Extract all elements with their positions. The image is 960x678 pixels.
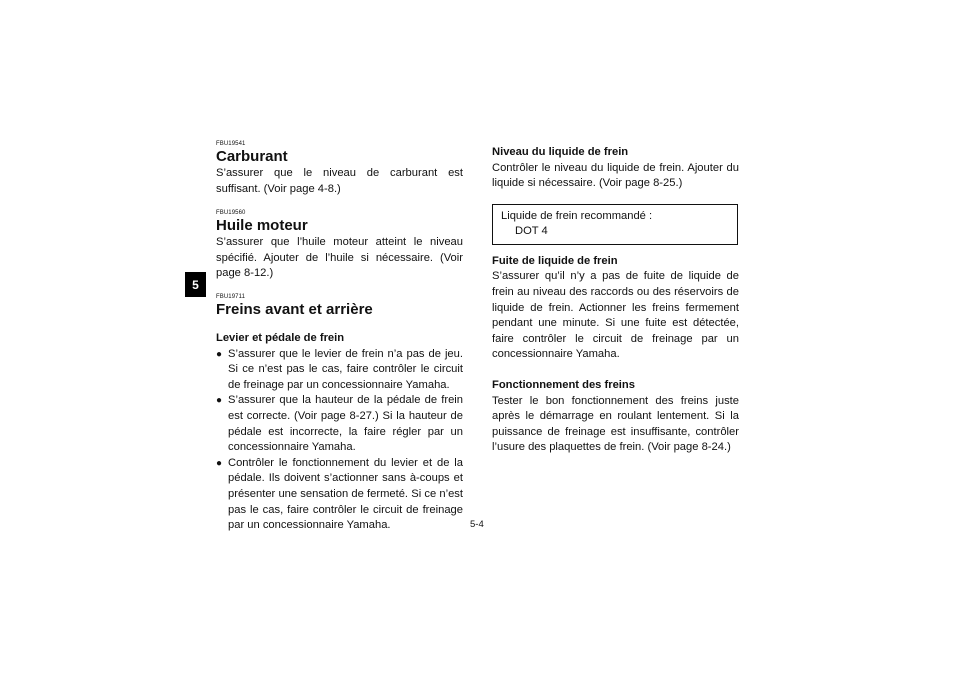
list-item-text: S’assurer que le levier de frein n’a pas de jeu. Si ce n’est pas le cas, faire contrôler le circuit de freinage par un concessionnaire Yamaha. [228, 347, 463, 391]
list-item [216, 393, 463, 455]
list-item [216, 347, 463, 394]
subsection-title-levier: Levier et pédale de frein [216, 331, 345, 344]
subsection-title-fuite: Fuite de liquide de frein [492, 254, 618, 267]
bullet-icon: ● [216, 457, 223, 469]
section-code: FBU19711 [216, 293, 246, 300]
spec-label: Liquide de frein recommandé : [501, 209, 653, 222]
section-text-huile: S’assurer que l’huile moteur atteint le niveau spécifié. Ajouter de l’huile si nécessaire. (Voir page 8-12.) [216, 236, 463, 280]
spec-value: DOT 4 [515, 224, 548, 237]
spec-box [492, 204, 738, 245]
bullet-icon: ● [216, 348, 223, 360]
subsection-title-fonctionnement: Fonctionnement des freins [492, 378, 635, 391]
subsection-text-niveau: Contrôler le niveau du liquide de frein. Ajouter du liquide si nécessaire. (Voir page 8-25.) [492, 161, 739, 190]
section-text-carburant: S’assurer que le niveau de carburant est suffisant. (Voir page 4-8.) [216, 167, 463, 195]
subsection-title-niveau: Niveau du liquide de frein [492, 146, 629, 158]
subsection-text-fuite: S’assurer qu’il n’y a pas de fuite de liquide de frein au niveau des raccords ou des réservoirs de liquide de frein. Actionner les freins fermement pendant une minute. Si une fuite est détectée, faire contrôler le circuit de freinage par un concessionnaire Yamaha. [492, 270, 739, 361]
chapter-tab: 5 [185, 272, 206, 297]
bullet-icon: ● [216, 395, 223, 407]
list-item [216, 456, 463, 534]
left-column [216, 0, 463, 534]
subsection-text-fonctionnement: Tester le bon fonctionnement des freins juste après le démarrage en roulant lentement. Si la puissance de freinage est insuffisante, contrôler l’usure des plaquettes de frein. (Voir page 8-24.) [492, 394, 739, 454]
section-code: FBU19541 [216, 141, 246, 147]
right-column [492, 0, 739, 456]
section-title-huile: Huile moteur [216, 217, 308, 235]
list-item-text: Contrôler le fonctionnement du levier et de la pédale. Ils doivent s’actionner sans à-coups et présenter une sensation de fermeté. Si ce n’est pas le cas, faire contrôler le circuit de freinage par un concessionnaire Yamaha. [228, 456, 463, 532]
section-title-freins: Freins avant et arrière [216, 300, 373, 318]
section-title-carburant: Carburant [216, 148, 288, 165]
list-item-text: S’assurer que la hauteur de la pédale de frein est correcte. (Voir page 8-27.) Si la hauteur de pédale est incorrecte, la faire régler par un concessionnaire Yamaha. [228, 394, 463, 454]
page-number: 5-4 [470, 519, 484, 530]
section-code: FBU19560 [216, 210, 246, 217]
